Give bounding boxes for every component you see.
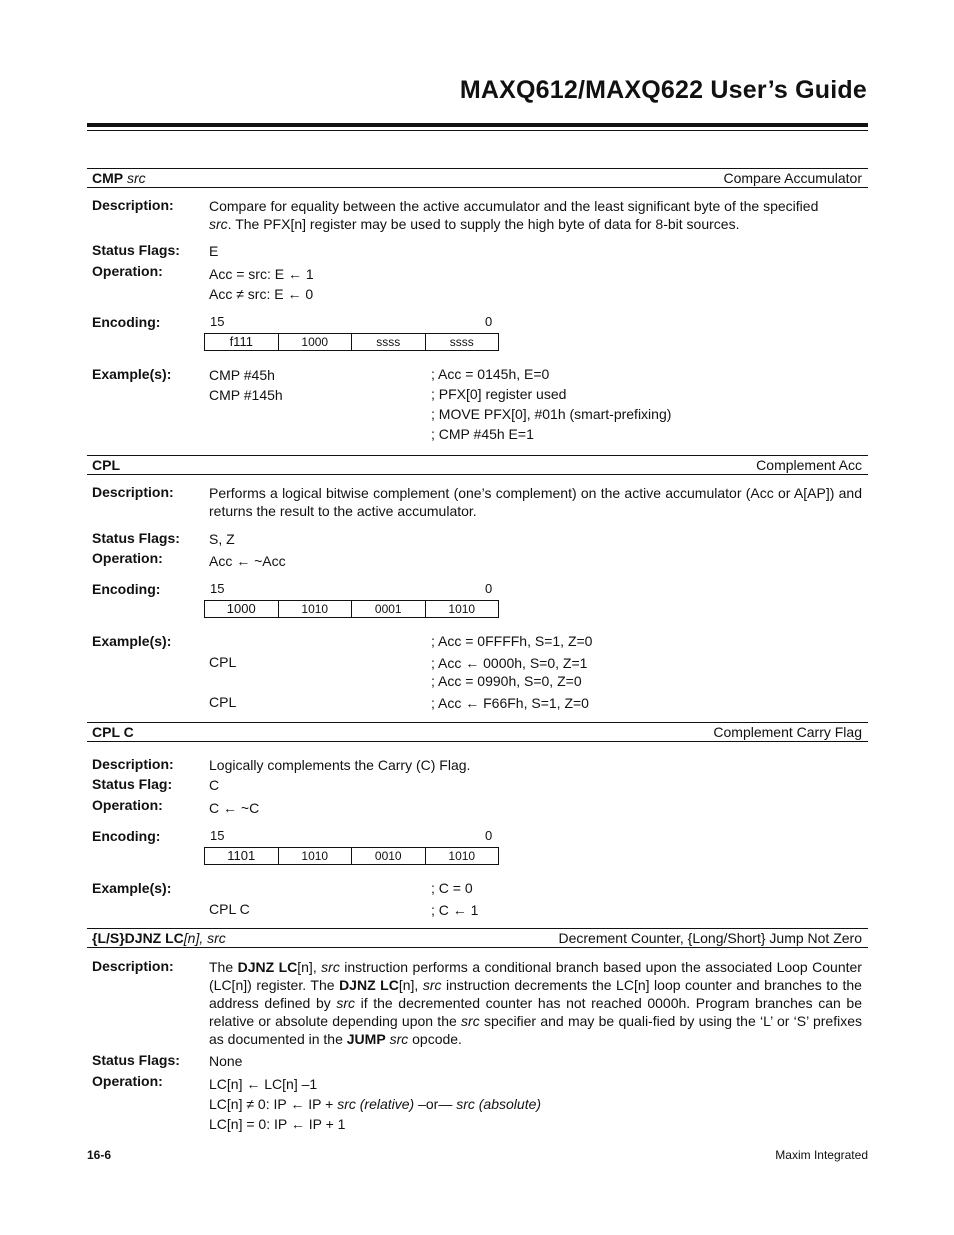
cpl-enc-field: 1010	[278, 601, 352, 617]
cpl-enc-bit15: 15	[210, 581, 225, 596]
cpl-enc-field: 1010	[425, 601, 499, 617]
cmp-encoding-label: Encoding:	[92, 314, 161, 330]
cpl-ex-code: CPL	[209, 694, 237, 710]
cplc-header	[87, 722, 868, 742]
op-italic: src (absolute)	[456, 1096, 542, 1112]
djnz-flags-label: Status Flags:	[92, 1052, 180, 1068]
cplc-encoding-box	[204, 847, 499, 865]
cmp-op2: Acc ≠ src: E ← 0	[209, 286, 314, 302]
page-number: 16-6	[87, 1148, 112, 1162]
cpl-flags: S, Z	[209, 531, 235, 547]
cplc-examples-label: Example(s):	[92, 880, 172, 896]
cpl-header	[87, 455, 868, 475]
cplc-enc-field: 1101	[227, 848, 256, 863]
cplc-name: Complement Carry Flag	[713, 724, 862, 740]
cmp-flags-label: Status Flags:	[92, 242, 180, 258]
cpl-description-label: Description:	[92, 484, 174, 500]
cmp-ex-comment: ; CMP #45h E=1	[431, 426, 534, 442]
cmp-op1: Acc = src: E ← 1	[209, 266, 314, 282]
desc-text: if the decremented counter has not reached 0000h. Program branches can be relative or absolute depending upon the	[209, 995, 862, 1029]
desc-text: [n],	[297, 959, 322, 975]
cplc-ex-code: CPL C	[209, 901, 250, 917]
cmp-enc-field: ssss	[351, 334, 425, 350]
cpl-flags-label: Status Flags:	[92, 530, 180, 546]
djnz-operand: [n], src	[183, 930, 226, 946]
cpl-ex-comment: ; Acc = 0FFFFh, S=1, Z=0	[431, 633, 593, 649]
cmp-operand: src	[123, 170, 146, 186]
cplc-encoding-label: Encoding:	[92, 828, 161, 844]
djnz-op1: LC[n] ← LC[n] –1	[209, 1076, 318, 1092]
cpl-description: Performs a logical bitwise complement (one’s complement) on the active accumulator (Acc or A[AP]) and returns the result to the active accumulator.	[209, 485, 862, 519]
cmp-desc-src: src	[209, 216, 228, 232]
djnz-op3: LC[n] = 0: IP ← IP + 1	[209, 1116, 346, 1132]
cmp-ex-comment: ; Acc = 0145h, E=0	[431, 366, 550, 382]
djnz-mnemonic-text: {L/S}DJNZ LC	[92, 930, 184, 946]
cmp-ex-code: CMP #45h	[209, 367, 275, 383]
cmp-desc-line1: Compare for equality between the active accumulator and the least significant byte of the specified	[209, 198, 819, 214]
op-text: LC[n] ≠ 0: IP ← IP +	[209, 1096, 338, 1112]
cmp-enc-field: f111	[229, 334, 253, 349]
djnz-description	[209, 958, 862, 1048]
desc-text: specifier and may be quali-fied by using the ‘L’ or ‘S’ prefixes as documented in the	[209, 1013, 862, 1047]
cmp-enc-field: ssss	[425, 334, 499, 350]
djnz-header	[87, 928, 868, 948]
desc-text: instruction performs a conditional branch based upon the associated Loop Counter (LC[n]) register. The	[209, 959, 862, 993]
cpl-encoding-label: Encoding:	[92, 581, 161, 597]
cpl-enc-field: 1000	[226, 601, 256, 616]
djnz-name: Decrement Counter, {Long/Short} Jump Not Zero	[558, 930, 862, 946]
cpl-enc-field: 0001	[351, 601, 425, 617]
desc-bold: DJNZ LC	[237, 959, 298, 975]
cmp-enc-field: 1000	[278, 334, 352, 350]
cplc-flag-label: Status Flag:	[92, 776, 173, 792]
cplc-description: Logically complements the Carry (C) Flag.	[209, 757, 471, 773]
desc-bold: JUMP	[346, 1031, 386, 1047]
cpl-encoding-box	[204, 600, 499, 618]
header-rule-thin	[87, 130, 868, 131]
djnz-op2	[209, 1095, 541, 1113]
cmp-enc-bit15: 15	[210, 314, 225, 329]
cpl-mnemonic: CPL	[92, 457, 120, 473]
djnz-description-label: Description:	[92, 958, 174, 974]
cmp-mnemonic-text: CMP	[92, 170, 124, 186]
cplc-flags: C	[209, 777, 220, 793]
desc-italic: src	[336, 995, 356, 1011]
cmp-operation-label: Operation:	[92, 263, 163, 279]
desc-italic: src	[321, 959, 340, 975]
cmp-desc-line2: . The PFX[n] register may be used to supply the high byte of data for 8-bit sources.	[227, 216, 740, 232]
desc-italic: src	[389, 1031, 409, 1047]
cplc-ex-comment: ; C = 0	[431, 880, 473, 896]
cpl-enc-bit0: 0	[485, 581, 493, 596]
cpl-name: Complement Acc	[756, 457, 862, 473]
cmp-flags: E	[209, 243, 219, 259]
cmp-ex-code: CMP #145h	[209, 387, 283, 403]
cmp-name: Compare Accumulator	[723, 170, 862, 186]
cplc-enc-bit15: 15	[210, 828, 225, 843]
cpl-op: Acc ← ~Acc	[209, 553, 286, 569]
desc-text: instruction decrements the LC[n] loop counter and branches to the address defined by	[209, 977, 862, 1011]
cplc-enc-bit0: 0	[485, 828, 493, 843]
cplc-enc-field: 0010	[351, 848, 425, 864]
op-italic: src (relative)	[337, 1096, 415, 1112]
cmp-examples-label: Example(s):	[92, 366, 172, 382]
desc-italic: src	[422, 977, 442, 993]
desc-italic: src	[461, 1013, 480, 1029]
desc-text: The	[209, 959, 238, 975]
djnz-mnemonic	[92, 930, 226, 946]
desc-text: opcode.	[408, 1031, 462, 1047]
cmp-enc-bit0: 0	[485, 314, 493, 329]
cpl-ex-comment: ; Acc ← 0000h, S=0, Z=1	[431, 655, 588, 671]
cmp-encoding-box	[204, 333, 499, 351]
cpl-ex-comment: ; Acc = 0990h, S=0, Z=0	[431, 673, 582, 689]
cmp-header	[87, 168, 868, 188]
cmp-ex-comment: ; PFX[0] register used	[431, 386, 567, 402]
cplc-mnemonic: CPL C	[92, 724, 134, 740]
cplc-enc-field: 1010	[278, 848, 352, 864]
cplc-op: C ← ~C	[209, 800, 260, 816]
desc-text: [n],	[398, 977, 423, 993]
djnz-operation-label: Operation:	[92, 1073, 163, 1089]
cmp-description	[209, 197, 862, 233]
cplc-description-label: Description:	[92, 756, 174, 772]
footer-company: Maxim Integrated	[775, 1148, 868, 1162]
header-rule-thick	[87, 123, 868, 127]
cpl-ex-code: CPL	[209, 654, 237, 670]
djnz-flags: None	[209, 1053, 243, 1069]
cmp-mnemonic	[92, 170, 146, 186]
cpl-examples-label: Example(s):	[92, 633, 172, 649]
page-title: MAXQ612/MAXQ622 User’s Guide	[459, 76, 867, 104]
op-text: –or—	[414, 1096, 457, 1112]
cmp-ex-comment: ; MOVE PFX[0], #01h (smart-prefixing)	[431, 406, 672, 422]
cmp-description-label: Description:	[92, 197, 174, 213]
cpl-ex-comment: ; Acc ← F66Fh, S=1, Z=0	[431, 695, 589, 711]
cplc-enc-field: 1010	[425, 848, 499, 864]
desc-bold: DJNZ LC	[339, 977, 399, 993]
cplc-operation-label: Operation:	[92, 797, 163, 813]
cpl-operation-label: Operation:	[92, 550, 163, 566]
cplc-ex-comment: ; C ← 1	[431, 902, 479, 918]
